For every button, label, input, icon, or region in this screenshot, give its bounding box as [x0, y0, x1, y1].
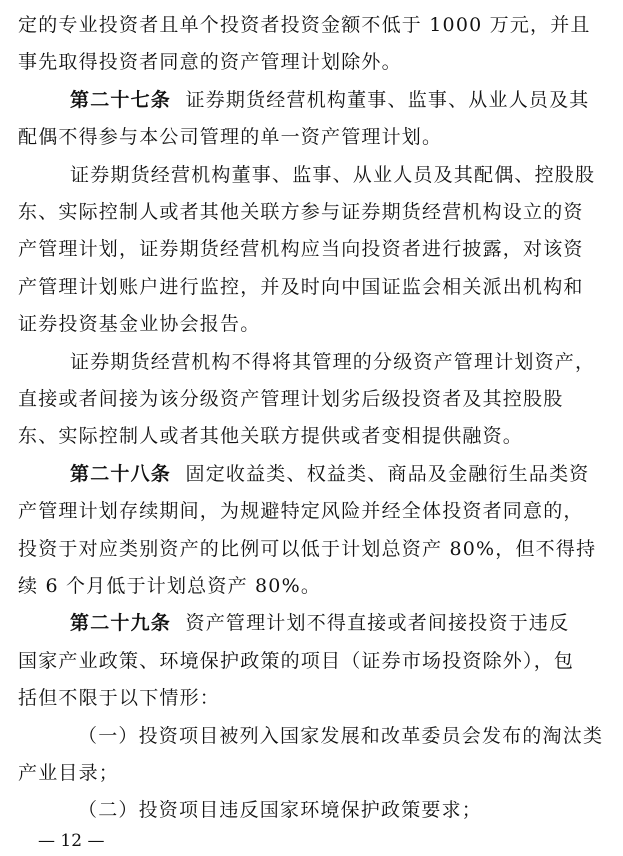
text-line: 证券期货经营机构不得将其管理的分级资产管理计划资产，	[70, 350, 596, 373]
text-line: 产管理计划，证券期货经营机构应当向投资者进行披露，对该资	[18, 238, 584, 261]
text-line: 事先取得投资者同意的资产管理计划除外。	[18, 51, 402, 74]
article-heading: 第二十七条	[70, 88, 172, 111]
text-line: 证券投资基金业协会报告。	[18, 313, 261, 336]
list-item: （一）投资项目被列入国家发展和改革委员会发布的淘汰类	[78, 724, 604, 747]
text-line: 投资于对应类别资产的比例可以低于计划总资产 80%，但不得持	[18, 537, 597, 560]
list-item: （二）投资项目违反国家环境保护政策要求；	[78, 799, 483, 822]
text-line: 产管理计划存续期间，为规避特定风险并经全体投资者同意的，	[18, 500, 584, 523]
article-heading: 第二十九条	[70, 612, 172, 635]
text-line: 直接或者间接为该分级资产管理计划劣后级投资者及其控股股	[18, 388, 564, 410]
text-line: 东、实际控制人或者其他关联方参与证券期货经营机构设立的资	[18, 201, 584, 223]
article-29-line: 第二十九条 资产管理计划不得直接或者间接投资于违反	[70, 612, 570, 635]
text-line: 东、实际控制人或者其他关联方提供或者变相提供融资。	[18, 425, 524, 448]
text-line: 定的专业投资者且单个投资者投资金额不低于 1000 万元，并且	[18, 14, 591, 36]
text-line: 证券期货经营机构董事、监事、从业人员及其配偶、控股股	[70, 163, 596, 186]
text-line: 括但不限于以下情形：	[18, 687, 221, 710]
text-line: 产管理计划账户进行监控，并及时向中国证监会相关派出机构和	[18, 275, 584, 298]
page-number: — 12 —	[38, 831, 105, 851]
article-27-line: 第二十七条 证券期货经营机构董事、监事、从业人员及其	[70, 88, 590, 111]
text-line: 国家产业政策、环境保护政策的项目（证券市场投资除外），包	[18, 649, 575, 672]
list-item-continuation: 产业目录；	[18, 762, 120, 784]
article-heading: 第二十八条	[70, 462, 172, 485]
text-line: 配偶不得参与本公司管理的单一资产管理计划。	[18, 126, 443, 149]
text-line: 续 6 个月低于计划总资产 80%。	[18, 575, 322, 597]
article-28-line: 第二十八条 固定收益类、权益类、商品及金融衍生品类资	[70, 462, 590, 485]
